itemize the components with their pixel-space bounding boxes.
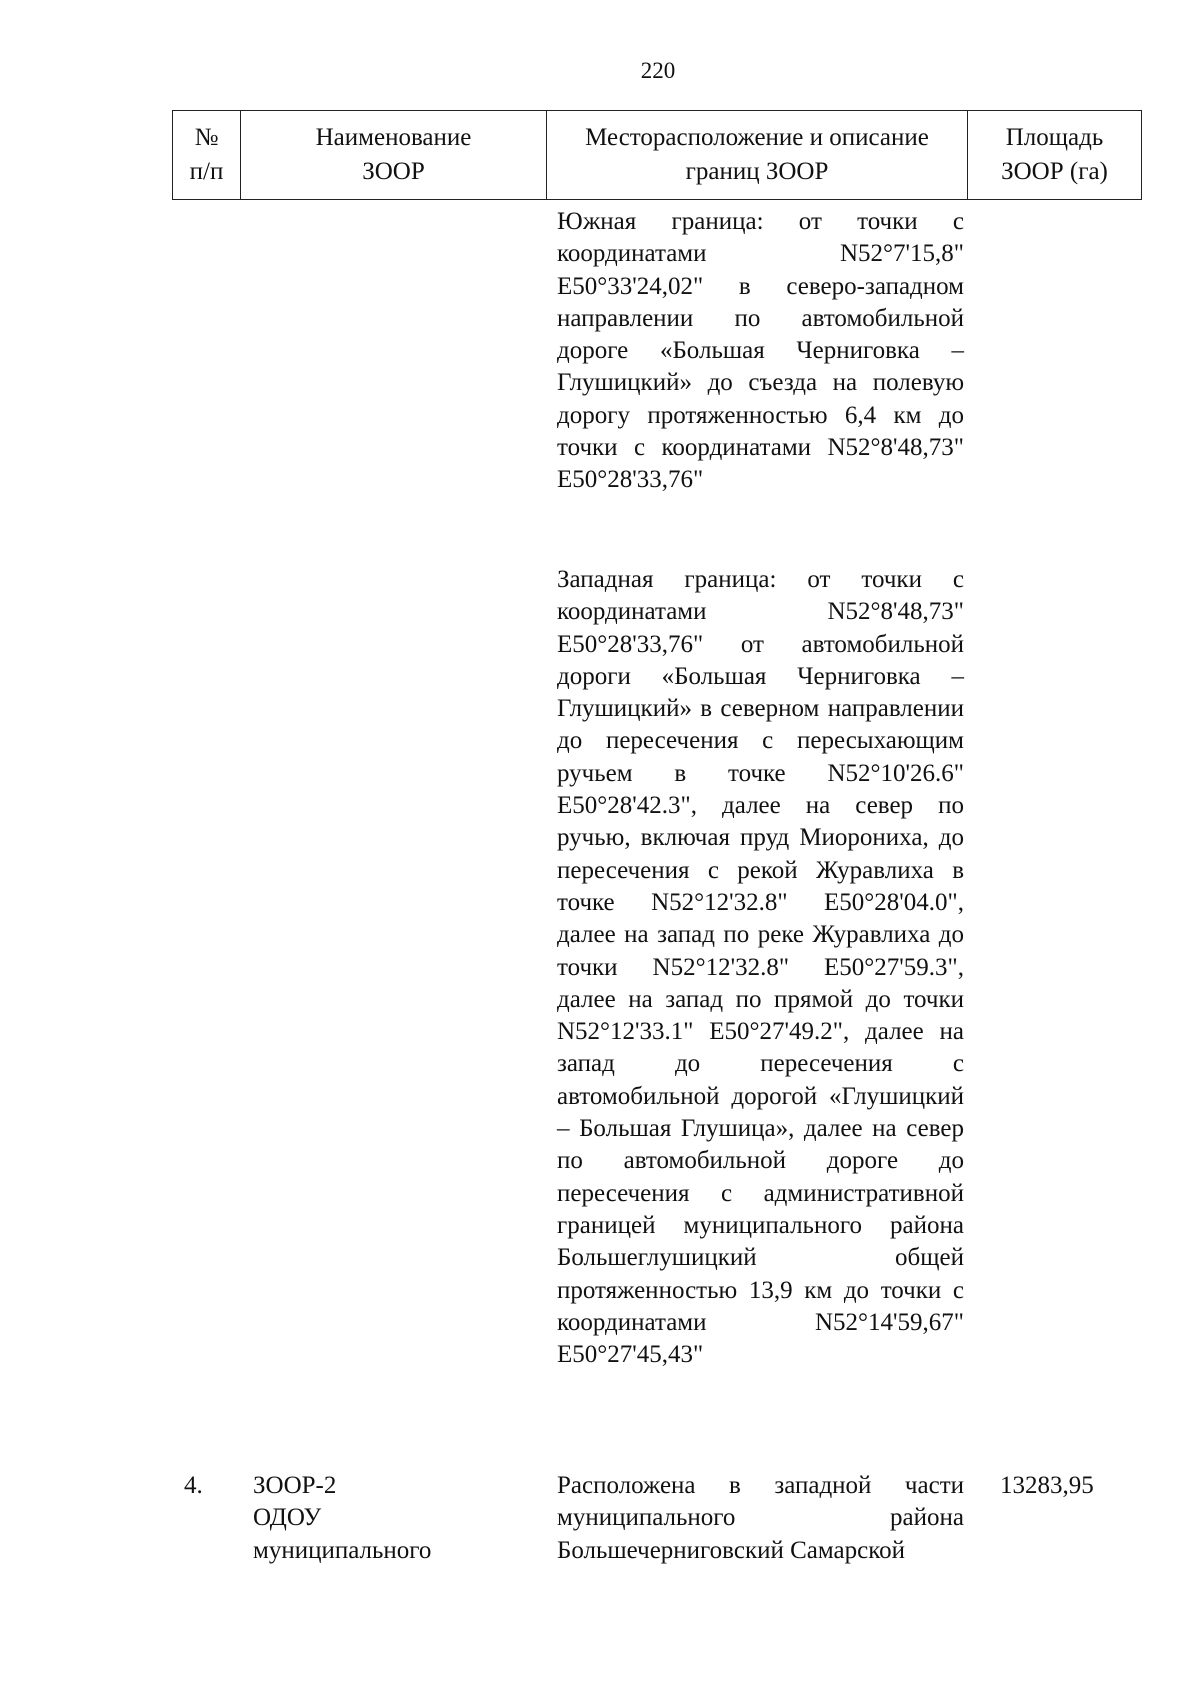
zone-name-line-2: ОДОУ [253, 1504, 322, 1532]
header-area-line-2: ЗООР (га) [1001, 158, 1108, 185]
zone-name-line-3: муниципального [253, 1536, 432, 1564]
header-name [241, 111, 547, 199]
header-location-line-2: границ ЗООР [685, 158, 829, 185]
header-area [968, 111, 1141, 199]
table-header [172, 110, 1142, 200]
header-number-line-2: п/п [189, 158, 224, 185]
header-name-line-2: ЗООР [362, 158, 425, 185]
header-number [173, 111, 241, 199]
page-number: 220 [640, 58, 676, 83]
header-area-line-1: Площадь [1005, 124, 1104, 151]
header-name-line-1: Наименование [315, 124, 472, 151]
header-number-line-1: № [194, 124, 219, 151]
south-border-description: Южная граница: от точки с координатами N52°7'15,8" E50°33'24,02" в северо-западном направлении по автомобильной дороге «Большая Черниговка – Глушицкий» до съезда на полевую дорогу протяженностью 6,4 км до точки с координатами N52°8'48,73" E50°28'33,76" [557, 208, 964, 494]
header-location-line-1: Месторасположение и описание [585, 124, 929, 151]
zone-area: 13283,95 [1000, 1472, 1094, 1499]
zone-location-description: Расположена в западной части муниципального района Большечерниговский Самарской [557, 1472, 964, 1564]
zone-name [253, 1470, 513, 1567]
header-location [547, 111, 968, 199]
west-border-description: Западная граница: от точки с координатами N52°8'48,73" E50°28'33,76" от автомобильной дороги «Большая Черниговка – Глушицкий» в северном направлении до пересечения с пересыхающим ручьем в точке N52°10'26.6" E50°28'42.3", далее на север по ручью, включая пруд Миорониха, до пересечения с рекой Журавлиха в точке N52°12'32.8" E50°28'04.0", далее на запад по реке Журавлиха до точки N52°12'32.8" E50°27'59.3", далее на запад по прямой до точки N52°12'33.1" E50°27'49.2", далее на запад до пересечения с автомобильной дорогой «Глушицкий – Большая Глушица», далее на север по автомобильной дороге до пересечения с административной границей муниципального района Большеглушицкий общей протяженностью 13,9 км до точки с координатами N52°14'59,67" E50°27'45,43" [557, 566, 964, 1369]
row-number: 4. [184, 1472, 203, 1499]
zone-name-line-1: ЗООР-2 [253, 1472, 337, 1499]
